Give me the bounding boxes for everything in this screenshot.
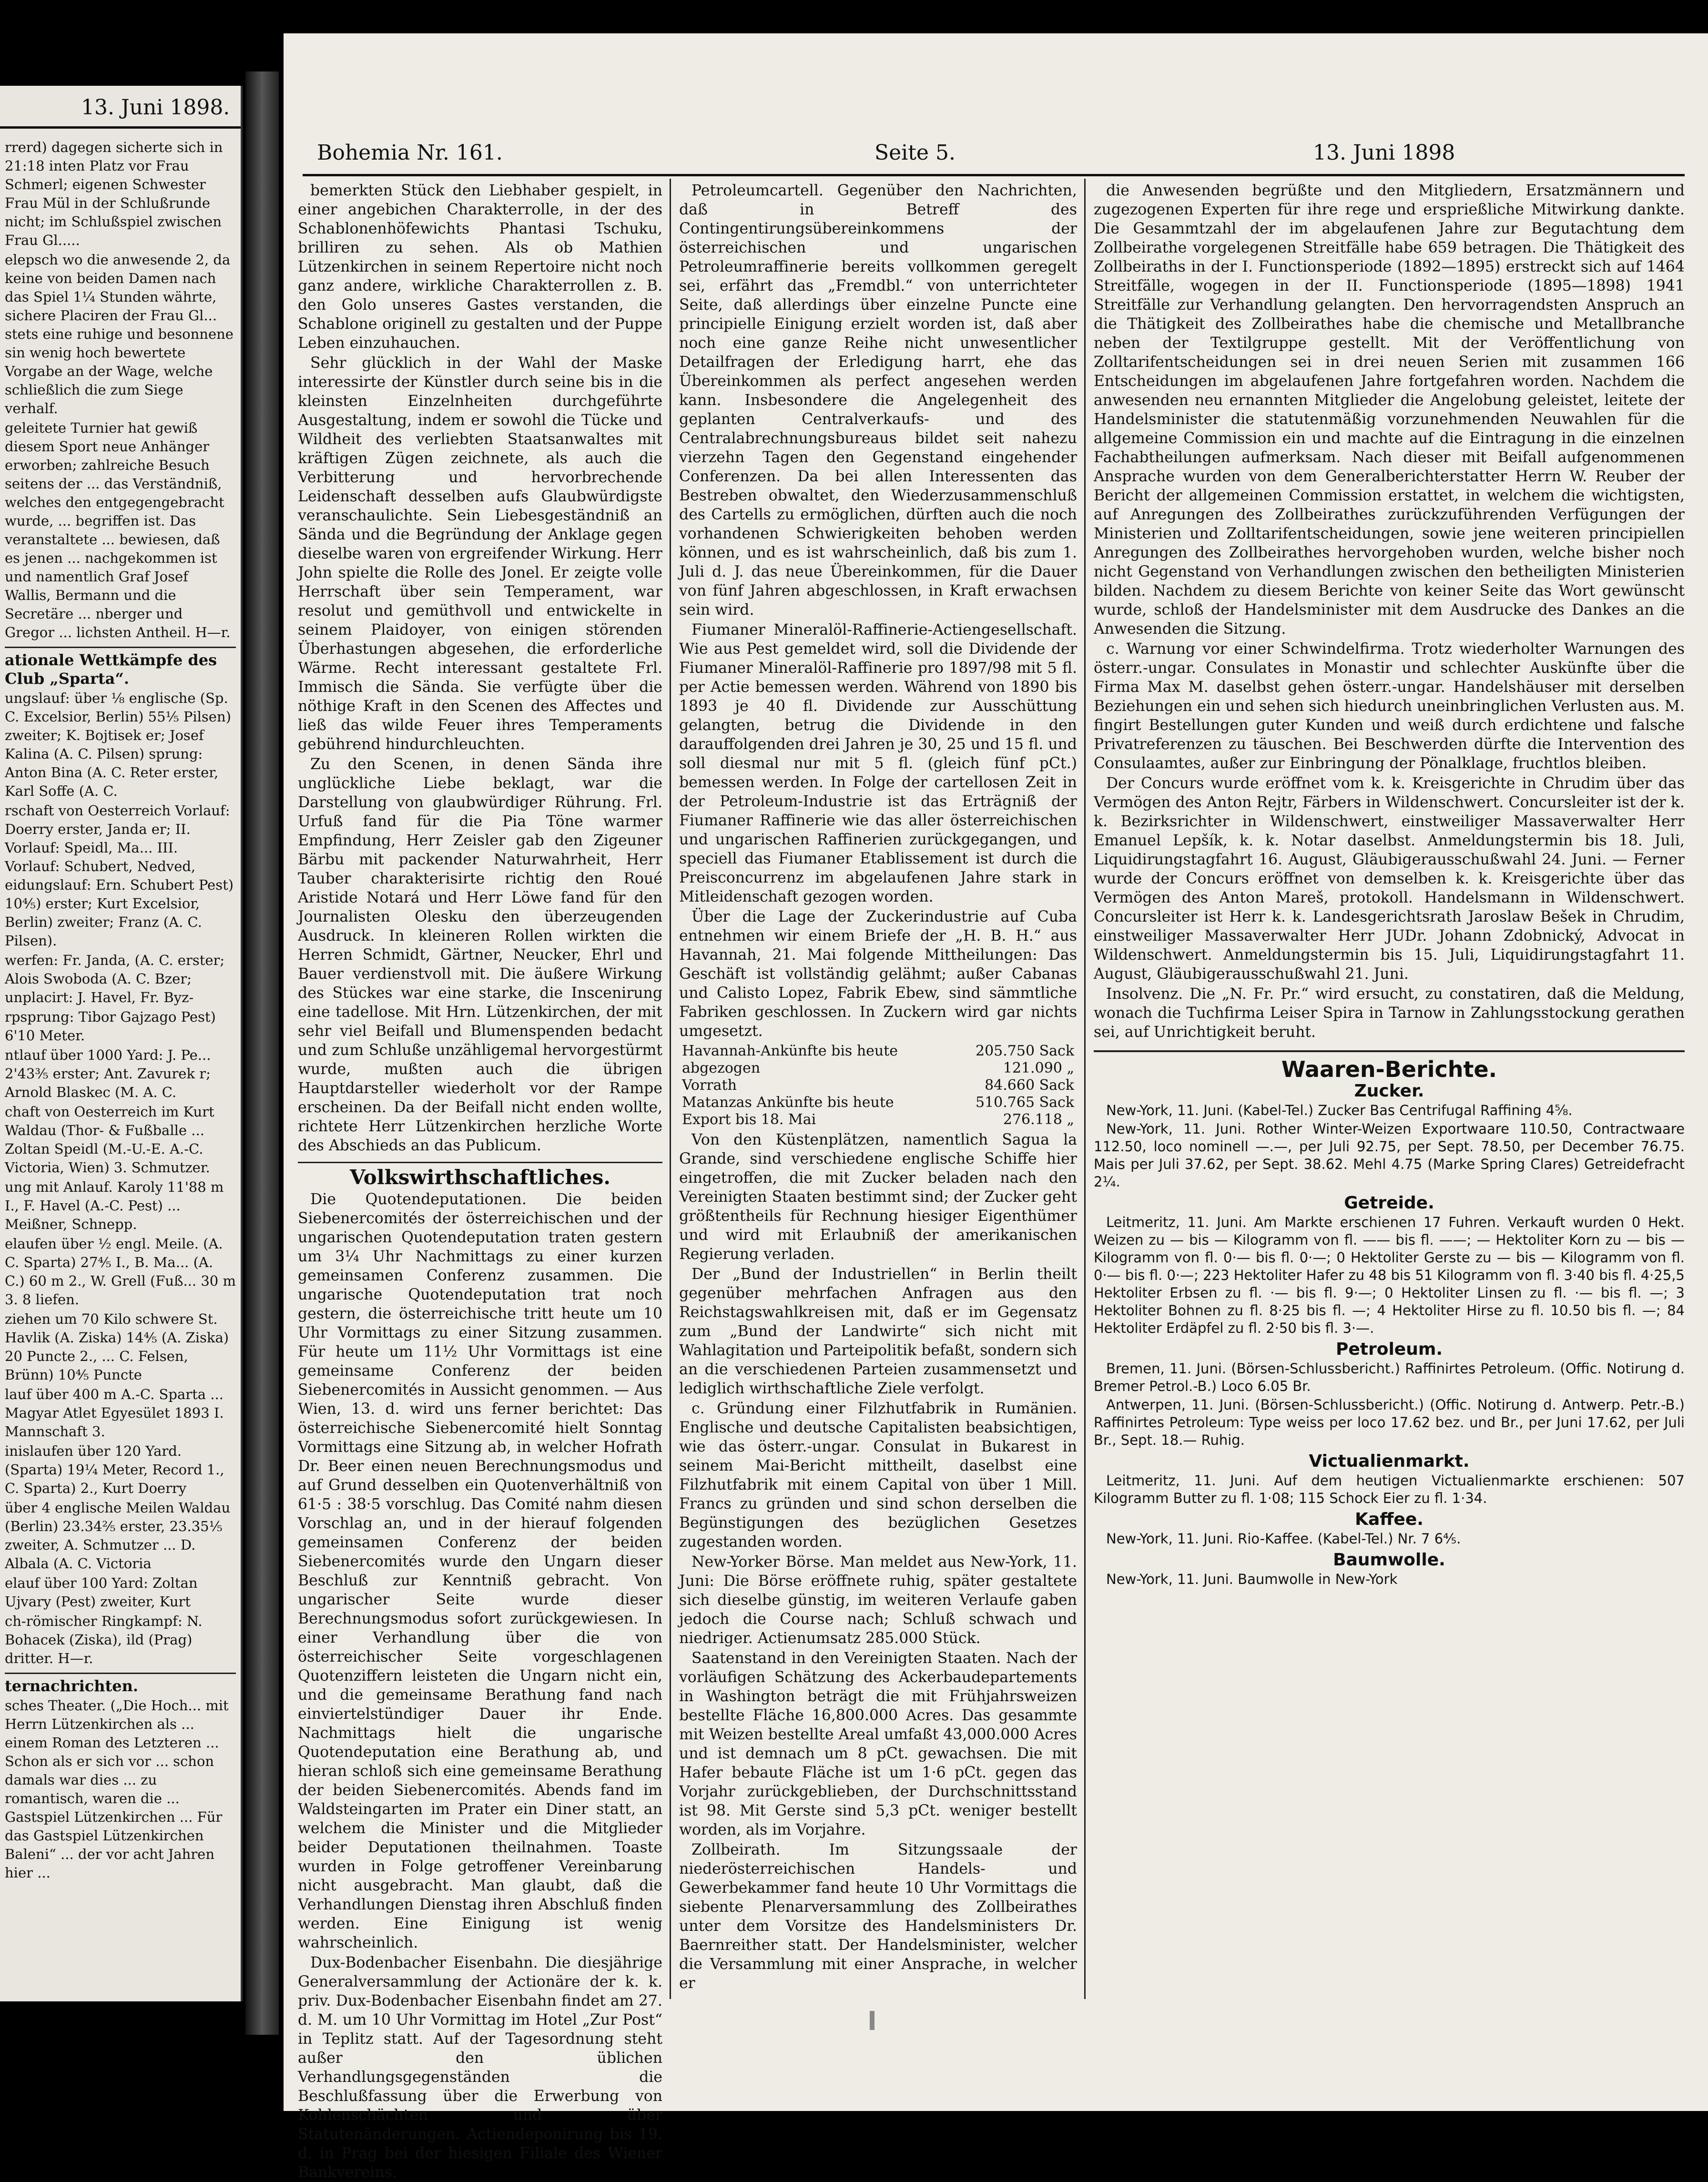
- article-paragraph: Petroleumcartell. Gegenüber den Nachrichten, daß in Betreff des Contingentirungsübereinkommens der österreichischen und ungarischen Petroleumraffinerie bereits vollkommen geregelt sei, erfährt das „Fremdbl.“ von unterrichteter Seite, daß allerdings über einzelne Puncte eine principielle Einigung erzielt worden ist, daß aber noch eine ganze Reihe nicht unwesentlicher Detailfragen der Erledigung harrt, ehe das Übereinkommen als perfect angesehen werden kann. Insbesondere die Angelegenheit des geplanten Centralverkaufs- und des Centralabrechnungsbureaus bildet seit nahezu vierzehn Tagen den Gegenstand eingehender Conferenzen. Da bei allen Interessenten das Bestreben obwaltet, den Wiederzusammenschluß des Cartells zu ermöglichen, dürften auch die noch vorhandenen Schwierigkeiten behoben werden können, und es ist wahrscheinlich, daß bis zum 1. Juli d. J. das neue Übereinkommen, für die Dauer von fünf Jahren abgeschlossen, in Kraft erwachsen sein wird.: [679, 182, 1077, 619]
- issue-number: Nr. 161.: [417, 141, 503, 165]
- left-paragraph: rschaft von Oesterreich Vorlauf: Doerry erster, Janda er; II. Vorlauf: Speidl, Ma... III. Vorlauf: Schubert, Nedved, eidungslauf: Ern. Schubert Pest) 10⅘) erster; Kurt Excelsior, Berlin) zweiter; Franz (A. C. Pilsen).: [5, 802, 234, 949]
- left-heading-theater: ternachrichten.: [5, 1673, 236, 1695]
- article-paragraph: Zu den Scenen, in denen Sända ihre unglückliche Liebe beklagt, war die Darstellung von glaubwürdiger Rührung. Frl. Urfuß fand für die Pia Töne warmer Empfindung, Herr Zeisler gab den Zigeuner Bärbu mit packender Naturwahrheit, Herr Tauber charakterisirte richtig den Roué Aristide Notará und Herr Löwe fand für den Journalisten Olesku den überzeugenden Ausdruck. In kleineren Rollen wirkten die Herren Schmidt, Gärtner, Neucker, Ehrl und Bauer verdienstvoll mit. Die äußere Wirkung des Stückes war eine starke, die Inscenirung eine tadellose. Mit Hrn. Lützenkirchen, der mit sehr viel Beifall und Blumenspenden bedacht und zum Schluße unzähligemal hervorgestürmt wurde, mußten auch die übrigen Hauptdarsteller wiederholt vor der Rampe erscheinen. Da der Beifall nicht enden wollte, richtete Herr Lützenkirchen herzliche Worte des Abschieds an das Publicum.: [298, 756, 662, 1154]
- left-paragraph: ntlauf über 1000 Yard: J. Pe... 2'43⅗ erster; Ant. Zavurek r; Arnold Blaskec (M. A. C.: [5, 1047, 211, 1100]
- article-paragraph: Von den Küstenplätzen, namentlich Sagua la Grande, sind verschiedene englische Schiffe hier eingetroffen, die mit Zucker beladen nach den Vereinigten Staaten bestimmt sind; der Zucker geht größtentheils für Rechnung hiesiger Eigenthümer und wird mit Erlaubniß der amerikanischen Regierung verladen.: [679, 1131, 1077, 1263]
- masthead-paper: [317, 141, 503, 165]
- table-row: [679, 1094, 1077, 1111]
- article-paragraph: Saatenstand in den Vereinigten Staaten. Nach der vorläufigen Schätzung des Ackerbaudepartements in Washington beträgt die mit Frühjahrsweizen bestellte Fläche 16,800.000 Acres. Das gesammte mit Weizen bestellte Areal umfaßt 43,000.000 Acres und ist demnach um 8 pCt. gewachsen. Die mit Hafer bebaute Fläche ist um 1·6 pCt. gegen das Vorjahr zurückgeblieben, der Durchschnittsstand ist 98. Mit Gerste sind 5,3 pCt. weniger bestellt worden, als im Vorjahre.: [679, 1650, 1077, 1838]
- left-page-date: 13. Juni 1898.: [81, 95, 230, 120]
- paper-name: Bohemia: [317, 141, 410, 165]
- commodity-reports-heading: Waaren-Berichte.: [1094, 1050, 1685, 1079]
- left-paragraph: chaft von Oesterreich im Kurt Waldau (Thor- & Fußballe ... Zoltan Speidl (M.-U.-E. A.-C. Victoria, Wien) 3. Schmutzer.: [5, 1104, 214, 1176]
- market-report: Bremen, 11. Juni. (Börsen-Schlussbericht.) Raffinirtes Petroleum. (Offic. Notirung d. Bremer Petrol.-B.) Loco 6.05 Br.: [1094, 1360, 1685, 1394]
- article-paragraph: Insolvenz. Die „N. Fr. Pr.“ wird ersucht, zu constatiren, daß die Meldung, wonach die Tuchfirma Leiser Spira in Tarnow in Zahlungsstockung gerathen sei, auf Unrichtigkeit beruht.: [1094, 985, 1685, 1041]
- left-header-rule: [0, 126, 241, 129]
- article-paragraph: Fiumaner Mineralöl-Raffinerie-Actiengesellschaft. Wie aus Pest gemeldet wird, soll die Dividende der Fiumaner Mineralöl-Raffinerie pro 1897/98 mit 5 fl. per Actie bemessen werden. Während von 1890 bis 1893 je 40 fl. Dividende zur Ausschüttung gelangten, betrug die Dividende in den darauffolgenden drei Jahren je 30, 25 und 15 fl. und soll diesmal nur mit 5 fl. (gleich fünf pCt.) bemessen werden. In Folge der cartellosen Zeit in der Petroleum-Industrie ist das Erträgniß der Fiumaner Raffinerie wie das aller österreichischen und ungarischen Raffinerien zurückgegangen, und speciell das Fiumaner Etablissement ist durch die Preisconcurrenz im abgelaufenen Jahre stark in Mitleidenschaft gezogen worden.: [679, 621, 1077, 905]
- left-paragraph: ungslauf: über ⅛ englische (Sp. C. Excelsior, Berlin) 55⅕ Pilsen) zweiter; K. Bojtisek er; Josef Kalina (A. C. Pilsen) sprung: Anton Bina (A. C. Reter erster, Karl Soffe (A. C.: [5, 690, 231, 799]
- column-1: [298, 181, 662, 2181]
- article-paragraph: Die Quotendeputationen. Die beiden Siebenercomités der österreichischen und der ungarischen Quotendeputation traten gestern um 3¼ Uhr Nachmittags zu einer kurzen gemeinsamen Conferenz zusammen. Die ungarische Quotendeputation trat noch gestern, die österreichische tritt heute um 10 Uhr Vormittags zu einer Sitzung zusammen. Für heute um 11½ Uhr Vormittags ist eine gemeinsame Conferenz der beiden Siebenercomités in Aussicht genommen. — Aus Wien, 13. d. wird uns ferner berichtet: Das österreichische Siebenercomité hielt Sonntag Vormittags eine Sitzung ab, in welcher Hofrath Dr. Beer einen neuen Berechnungsmodus und auf Grund desselben ein Quotenverhältniß von 61·5 : 38·5 vorschlug. Das Comité nahm diesen Vorschlag an, und in der hierauf folgenden gemeinsamen Conferenz der beiden Siebenercomités wurde den Ungarn dieser Beschluß zur Kenntniß gebracht. Von ungarischer Seite wurde dieser Berechnungsmodus sofort zurückgewiesen. In einer Verhandlung über die von österreichischer Seite vorgeschlagenen Quotenziffern leisteten die Ungarn nicht ein, und die gemeinsame Berathung fand nach einviertelstündiger Dauer ihr Ende. Nachmittags hielt die ungarische Quotendeputation eine Berathung ab, und hieran schloß sich eine gemeinsame Berathung der beiden Siebenercomités. Abends fand im Waldsteingarten im Prater ein Diner statt, an welchem die Minister und die Mitglieder beider Deputationen theilnahmen. Toaste wurden in Folge getroffener Vereinbarung nicht ausgebracht. Man glaubt, daß die Verhandlungen Dienstag ihren Abschluß finden werden. Eine Einigung ist wenig wahrscheinlich.: [298, 1191, 662, 1951]
- table-value: 205.750 Sack: [975, 1043, 1074, 1059]
- coffee-heading: Kaffee.: [1355, 1510, 1423, 1529]
- market-report: Leitmeritz, 11. Juni. Auf dem heutigen Victualienmarkte erschienen: 507 Kilogramm Butter zu fl. 1·08; 115 Schock Eier zu fl. 1·34.: [1094, 1472, 1685, 1506]
- column-divider: [670, 179, 671, 1999]
- column-divider: [1084, 179, 1086, 1999]
- article-paragraph: Dux-Bodenbacher Eisenbahn. Die diesjährige Generalversammlung der Actionäre der k. k. priv. Dux-Bodenbacher Eisenbahn findet am 27. d. M. um 10 Uhr Vormittag im Hotel „Zur Post“ in Teplitz statt. Auf der Tagesordnung steht außer den üblichen Verhandlungsgegenständen die Beschlußfassung über die Erwerbung von Kohlenschächten und über Statutenänderungen. Actiendeponirung bis 19. d. in Prag bei der hiesigen Filiale des Wiener Bankvereins.: [298, 1954, 662, 2181]
- table-label: Havannah-Ankünfte bis heute: [682, 1043, 898, 1059]
- table-value: 121.090 „: [1003, 1060, 1074, 1076]
- article-paragraph: c. Warnung vor einer Schwindelfirma. Trotz wiederholter Warnungen des österr.-ungar. Consulates in Monastir und schlechter Auskünfte über die Firma Max M. daselbst gehen österr.-ungar. Handelshäuser mit derselben Beziehungen ein und sehen sich hiedurch uneinbringlichen Verlusten aus. M. fingirt Bestellungen guter Kunden und weiß durch erdichtene und falsche Privatreferenzen zu täuschen. Bei Beschwerden dürfte die Intervention des Consulaamtes, außer zur Einbringung der Pönalklage, fruchtlos bleiben.: [1094, 640, 1685, 772]
- left-paragraph: elepsch wo die anwesende 2, da keine von beiden Damen nach das Spiel 1¼ Stunden währte, sichere Placiren der Frau Gl... stets eine ruhige und besonnene sin wenig hoch bewertete Vorgabe an der Wage, welche schließlich die zum Siege verhalf.: [5, 252, 234, 416]
- issue-date: 13. Juni 1898: [1313, 141, 1455, 165]
- article-paragraph: New-Yorker Börse. Man meldet aus New-York, 11. Juni: Die Börse eröffnete ruhig, später gestaltete sich dieselbe günstig, im weiteren Verlaufe gaben jedoch die Course nach; Schluß schwach und niedriger. Actienumsatz 285.000 Stück.: [679, 1553, 1077, 1647]
- left-heading-sparta: ationale Wettkämpfe des Club „Sparta“.: [5, 647, 236, 688]
- left-paragraph: lauf über 400 m A.-C. Sparta ... Magyar Atlet Egyesület 1893 I. Mannschaft 3.: [5, 1386, 224, 1440]
- market-report: New-York, 11. Juni. Baumwolle in New-York: [1106, 1571, 1398, 1587]
- left-paragraph: sches Theater. („Die Hoch... mit Herrn Lützenkirchen als ... einem Roman des Letzteren ... Schon als er sich vor ... schon damals war dies ... zu romantisch, waren die ... Gastspiel Lützenkirchen ... Für das Gastspiel Lützenkirchen Baleni“ ... der vor acht Jahren hier ...: [5, 1697, 229, 1881]
- article-paragraph: Der Concurs wurde eröffnet vom k. k. Kreisgerichte in Chrudim über das Vermögen des Anton Rejtr, Färbers in Wildenschwert. Concursleiter ist der k. k. Bezirksrichter in Wildenschwert, einstweiliger Massaverwalter Herr Emanuel Lepšík, k. k. Notar daselbst. Anmeldungstermin bis 18. Juli, Liquidirungstagfahrt 16. August, Gläubigerausschußwahl 24. Juni. — Ferner wurde der Concurs eröffnet von demselben k. k. Kreisgerichte über das Vermögen des Anton Mareš, protokoll. Handelsmann in Wildenschwert. Concursleiter ist Herr k. k. Landesgerichtsrath Jaroslaw Bešek in Chrudim, einstweiliger Massaverwalter Herr JUDr. Johann Zdobnický, Advocat in Wildenschwert. Anmeldungstermin bis 15. Juli, Liquidirungstagfahrt 11. August, Gläubigerausschußwahl 21. Juni.: [1094, 775, 1685, 983]
- left-paragraph: elaufen über ½ engl. Meile. (A. C. Sparta) 27⅘ I., B. Ma... (A. C.) 60 m 2., W. Grell (Fuß... 30 m 3. 8 liefen.: [5, 1236, 236, 1308]
- grain-heading: Getreide.: [1344, 1193, 1434, 1213]
- left-paragraph: werfen: Fr. Janda, (A. C. erster; Alois Swoboda (A. C. Bzer; unplacirt: J. Havel, Fr. Byz-: [5, 952, 225, 1005]
- table-value: 276.118 „: [1003, 1111, 1074, 1128]
- left-paragraph: ch-römischer Ringkampf: N. Bohacek (Ziska), ild (Prag) dritter. H—r.: [5, 1613, 203, 1666]
- left-page-fragment: [0, 86, 243, 2001]
- left-paragraph: rrerd) dagegen sicherte sich in 21:18 inten Platz vor Frau Schmerl; eigenen Schwester Frau Mül in der Schlußrunde nicht; im Schlußspiel zwischen Frau Gl.....: [5, 139, 223, 248]
- article-paragraph: bemerkten Stück den Liebhaber gespielt, in einer angebichen Charakterrolle, in der des Schablonenhöfewichts Phantasi Tschuku, brilliren zu sehen. Als ob Mathien Lützenkirchen in seinem Repertoire nicht noch ganz andere, wirkliche Charakterrollen z. B. den Golo unseres Gastes verstanden, die Schablone originell zu gestalten und der Puppe Leben einzuhauchen.: [298, 182, 662, 352]
- article-paragraph: c. Gründung einer Filzhutfabrik in Rumänien. Englische und deutsche Capitalisten beabsichtigen, wie das österr.-ungar. Consulat in Bukarest in seinem Mai-Bericht mittheilt, daselbst eine Filzhutfabrik mit einem Capital von über 1 Mill. Francs zu gründen und sind schon derselben die Begünstigungen des bezüglichen Gesetzes zugestanden worden.: [679, 1400, 1077, 1551]
- table-row: [679, 1077, 1077, 1094]
- market-report: New-York, 11. Juni. (Kabel-Tel.) Zucker Bas Centrifugal Raffining 4⅝.: [1106, 1102, 1573, 1118]
- left-paragraph: über 4 englische Meilen Waldau (Berlin) 23.34⅖ erster, 23.35⅕ zweiter, A. Schmutzer ... D. Albala (A. C. Victoria: [5, 1500, 231, 1572]
- sugar-stock-table: [679, 1043, 1077, 1128]
- table-value: 84.660 Sack: [985, 1077, 1074, 1094]
- petroleum-heading: Petroleum.: [1335, 1340, 1443, 1359]
- left-paragraph: inislaufen über 120 Yard. (Sparta) 19¼ Meter, Record 1., C. Sparta) 2., Kurt Doerry: [5, 1443, 224, 1496]
- page-number: Seite 5.: [874, 141, 956, 165]
- book-spine: [245, 71, 279, 2035]
- table-label: abgezogen: [682, 1060, 761, 1076]
- table-label: Matanzas Ankünfte bis heute: [682, 1094, 894, 1111]
- article-paragraph: die Anwesenden begrüßte und den Mitgliedern, Ersatzmännern und zugezogenen Experten für ihre rege und ersprießliche Mitwirkung dankte. Die Gesammtzahl der im abgelaufenen Jahre zur Begutachtung dem Zollbeirathe vorgelegenen Streitfälle habe 659 betragen. Die Thätigkeit des Zollbeiraths in der I. Functionsperiode (1892—1895) erstreckt sich auf 1464 Streitfälle, wogegen in der II. Functionsperiode (1895—1898) 1941 Streitfälle zur Verhandlung gelangten. Den hervorragendsten Anspruch an die Thätigkeit des Zollbeirathes habe die chemische und Metallbranche neben der Textilgruppe gestellt. Mit der Veröffentlichung von Zolltarifentscheidungen sei in drei neuen Serien mit zusammen 166 Entscheidungen im abgelaufenen Jahre fortgefahren worden. Nachdem die anwesenden neu ernannten Mitglieder die Angelobung geleistet, leitete der Handelsminister die statutenmäßig vorzunehmenden Neuwahlen für die allgemeine Commission ein und machte auf die Eintragung in die einzelnen Fachabtheilungen aufmerksam. Nach dieser mit Beifall aufgenommenen Ansprache wurden von dem Generalberichterstatter Herrn W. Reuber der Bericht der allgemeinen Commission erstattet, in welchem die wichtigsten, auf Anregungen des Zollbeirathes zurückzuführenden Verfügungen der Ministerien und Zolltarifentscheidungen, sowie jene weiteren principiellen Anregungen des Zollbeirathes hervorgehoben wurden, welche bisher noch nicht Gegenstand von Verhandlungen zwischen den betheiligten Ministerien bilden. Nachdem zu diesem Berichte von keiner Seite das Wort gewünscht wurde, schloß der Handelsminister mit dem Ausdrucke des Dankes an die Anwesenden die Sitzung.: [1094, 182, 1685, 638]
- column-2: [679, 181, 1077, 2001]
- article-paragraph: Zollbeirath. Im Sitzungssaale der niederösterreichischen Handels- und Gewerbekammer fand heute 10 Uhr Vormittags die siebente Plenarversammlung des Zollbeirathes unter dem Vorsitze des Handelsministers Dr. Baernreither statt. Der Handelsminister, welcher die Versammlung mit einer Ansprache, in welcher er: [679, 1841, 1077, 1992]
- market-report: Leitmeritz, 11. Juni. Am Markte erschienen 17 Fuhren. Verkauft wurden 0 Hekt. Weizen zu — bis — Kilogramm von fl. —— bis fl. ——; — Hektoliter Korn zu — bis — Kilogramm von fl. 0·— bis fl. 0·—; 0 Hektoliter Gerste zu — bis — Kilogramm von fl. 0·— bis fl. 0·—; 223 Hektoliter Hafer zu 48 bis 51 Kilogramm von fl. 3·40 bis fl. 4·25,5 Hektoliter Erbsen zu fl. ·— bis fl. 9·—; 0 Hektoliter Linsen zu fl. ·— bis fl. —; 3 Hektoliter Bohnen zu fl. 8·25 bis fl. —; 4 Hektoliter Hirse zu fl. 10.50 bis fl. —; 84 Hektoliter Erdäpfel zu fl. 2·50 bis fl. 3·—.: [1094, 1214, 1685, 1336]
- market-report: New-York, 11. Juni. Rio-Kaffee. (Kabel-Tel.) Nr. 7 6⅘.: [1106, 1531, 1461, 1547]
- header-rule: [303, 174, 1685, 176]
- sugar-heading: Zucker.: [1354, 1081, 1424, 1101]
- market-report: New-York, 11. Juni. Rother Winter-Weizen Exportwaare 110.50, Contractwaare 112.50, loco nominell —.—, per Juli 92.75, per Sept. 78.50, per December 76.75. Mais per Juli 37.62, per Sept. 38.62. Mehl 4.75 (Marke Spring Clares) Getreidefracht 2¼.: [1094, 1121, 1685, 1190]
- left-page-column: [5, 138, 236, 1997]
- article-paragraph: Sehr glücklich in der Wahl der Maske interessirte der Künstler durch seine bis in die kleinsten Einzelnheiten durchgeführte Ausgestaltung, indem er sowohl die Tücke und Wildheit des verliebten Staatsanwaltes mit kräftigen Zügen zeichnete, als auch die Verbitterung und hervorbrechende Leidenschaft desselben aufs Glaubwürdigste veranschaulichte. Sein Liebesgeständniß an Sända und die Begründung der Anklage gegen dieselbe waren von ergreifender Wirkung. Herr John spielte die Rolle des Jonel. Er zeigte volle Herrschaft über sein Temperament, war resolut und gemüthvoll und entwickelte in seinem Plaidoyer, von einigen störenden Überhastungen abgesehen, die erforderliche Wärme. Recht interessant gestaltete Frl. Immisch die Sända. Sie verfügte über die nöthige Kraft in den Scenen des Affectes und ließ das wilde Feuer ihres Temperaments gebührend hindurchleuchten.: [298, 355, 662, 753]
- table-row: [679, 1043, 1077, 1060]
- left-paragraph: geleitete Turnier hat gewiß diesem Sport neue Anhänger erworben; zahlreiche Besuch seitens der ... das Verständniß, welches den entgegengebracht wurde, ... begriffen ist. Das veranstaltete ... bewiesen, daß es jenen ... nachgekommen ist und namentlich Graf Josef Wallis, Bermann und die Secretäre ... nberger und Gregor ... lichsten Antheil. H—r.: [5, 420, 231, 640]
- left-paragraph: elauf über 100 Yard: Zoltan Ujvary (Pest) zweiter, Kurt: [5, 1575, 198, 1610]
- left-paragraph: ung mit Anlauf. Karoly 11'88 m I., F. Havel (A.-C. Pest) ... Meißner, Schnepp.: [5, 1179, 224, 1232]
- table-row: [679, 1060, 1077, 1077]
- page-registration-mark: [870, 2011, 874, 2030]
- table-value: 510.765 Sack: [975, 1094, 1074, 1111]
- article-paragraph: Der „Bund der Industriellen“ in Berlin theilt gegenüber mehrfachen Anfragen aus den Reichstagswahlkreisen mit, daß er im Gegensatz zum „Bund der Landwirte“ sich nicht mit Wahlagitation und Parteipolitik befaßt, sondern sich an die verschiedenen Parteien zusammensetzt und lediglich wirthschaftliche Ziele verfolgt.: [679, 1266, 1077, 1397]
- newspaper-page: [284, 33, 1708, 2181]
- section-heading-economy: Volkswirthschaftliches.: [298, 1162, 662, 1187]
- table-row: [679, 1111, 1077, 1128]
- table-label: Vorrath: [682, 1077, 737, 1094]
- left-paragraph: rpsprung: Tibor Gajzago Pest) 6'10 Meter.: [5, 1009, 216, 1044]
- victuals-heading: Victualienmarkt.: [1309, 1451, 1470, 1471]
- left-paragraph: ziehen um 70 Kilo schwere St. Havlik (A. Ziska) 14⅘ (A. Ziska) 20 Puncte 2., ... C. Felsen, Brünn) 10⅘ Puncte: [5, 1311, 229, 1383]
- table-label: Export bis 18. Mai: [682, 1111, 816, 1128]
- column-3: [1094, 181, 1685, 2001]
- market-report: Antwerpen, 11. Juni. (Börsen-Schlussbericht.) (Offic. Notirung d. Antwerp. Petr.-B.) Raffinirtes Petroleum: Type weiss per loco 17.62 bez. und Br., per Juni 17.62, per Juli Br., Sept. 18.— Ruhig.: [1094, 1397, 1685, 1448]
- cotton-heading: Baumwolle.: [1333, 1550, 1445, 1570]
- article-paragraph: Über die Lage der Zuckerindustrie auf Cuba entnehmen wir einem Briefe der „H. B. H.“ aus Havannah, 21. Mai folgende Mittheilungen: Das Geschäft ist vollständig gelähmt; außer Cabanas und Calisto Lopez, Fabrik Ebew, sind sämmtliche Fabriken geschlossen. In Zuckern wird gar nichts umgesetzt.: [679, 908, 1077, 1040]
